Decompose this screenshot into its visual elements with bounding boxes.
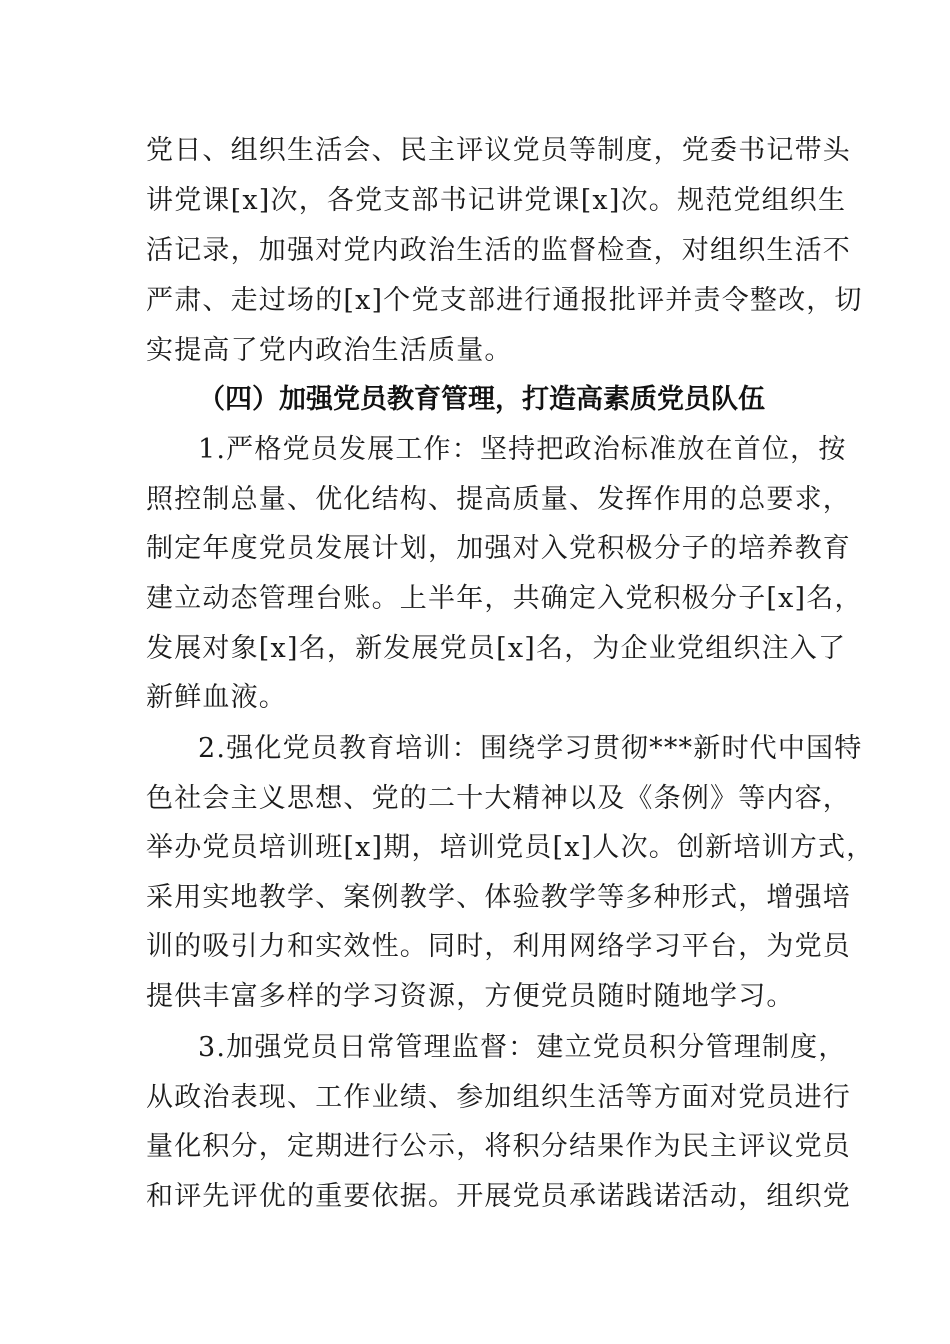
text-line: 照控制总量、优化结构、提高质量、发挥作用的总要求， [146, 484, 851, 515]
text-line: 建立动态管理台账。上半年，共确定入党积极分子[x]名， [146, 583, 863, 614]
text-line: 党日、组织生活会、民主评议党员等制度，党委书记带头 [146, 135, 851, 166]
text-line: 训的吸引力和实效性。同时，利用网络学习平台，为党员 [146, 931, 851, 962]
text-line: 从政治表现、工作业绩、参加组织生活等方面对党员进行 [146, 1082, 851, 1113]
text-line: 量化积分，定期进行公示，将积分结果作为民主评议党员 [146, 1131, 851, 1162]
text-line: 举办党员培训班[x]期，培训党员[x]人次。创新培训方式， [146, 832, 875, 863]
paragraph-first-line: 1.严格党员发展工作：坚持把政治标准放在首位，按 [198, 434, 847, 465]
paragraph-first-line: 3.加强党员日常管理监督：建立党员积分管理制度， [198, 1032, 847, 1063]
text-line: 讲党课[x]次，各党支部书记讲党课[x]次。规范党组织生 [146, 185, 847, 216]
paragraph-first-line: 2.强化党员教育培训：围绕学习贯彻***新时代中国特 [198, 733, 863, 764]
section-heading: （四）加强党员教育管理，打造高素质党员队伍 [198, 384, 765, 415]
text-line: 严肃、走过场的[x]个党支部进行通报批评并责令整改，切 [146, 285, 863, 316]
text-line: 活记录，加强对党内政治生活的监督检查，对组织生活不 [146, 235, 851, 266]
text-line: 新鲜血液。 [146, 682, 287, 713]
text-line: 采用实地教学、案例教学、体验教学等多种形式，增强培 [146, 882, 851, 913]
text-line: 发展对象[x]名，新发展党员[x]名，为企业党组织注入了 [146, 633, 847, 664]
text-line: 色社会主义思想、党的二十大精神以及《条例》等内容， [146, 783, 851, 814]
text-line: 制定年度党员发展计划，加强对入党积极分子的培养教育 [146, 533, 851, 564]
text-line: 提供丰富多样的学习资源，方便党员随时随地学习。 [146, 981, 795, 1012]
text-line: 和评先评优的重要依据。开展党员承诺践诺活动，组织党 [146, 1181, 851, 1212]
text-line: 实提高了党内政治生活质量。 [146, 335, 513, 366]
